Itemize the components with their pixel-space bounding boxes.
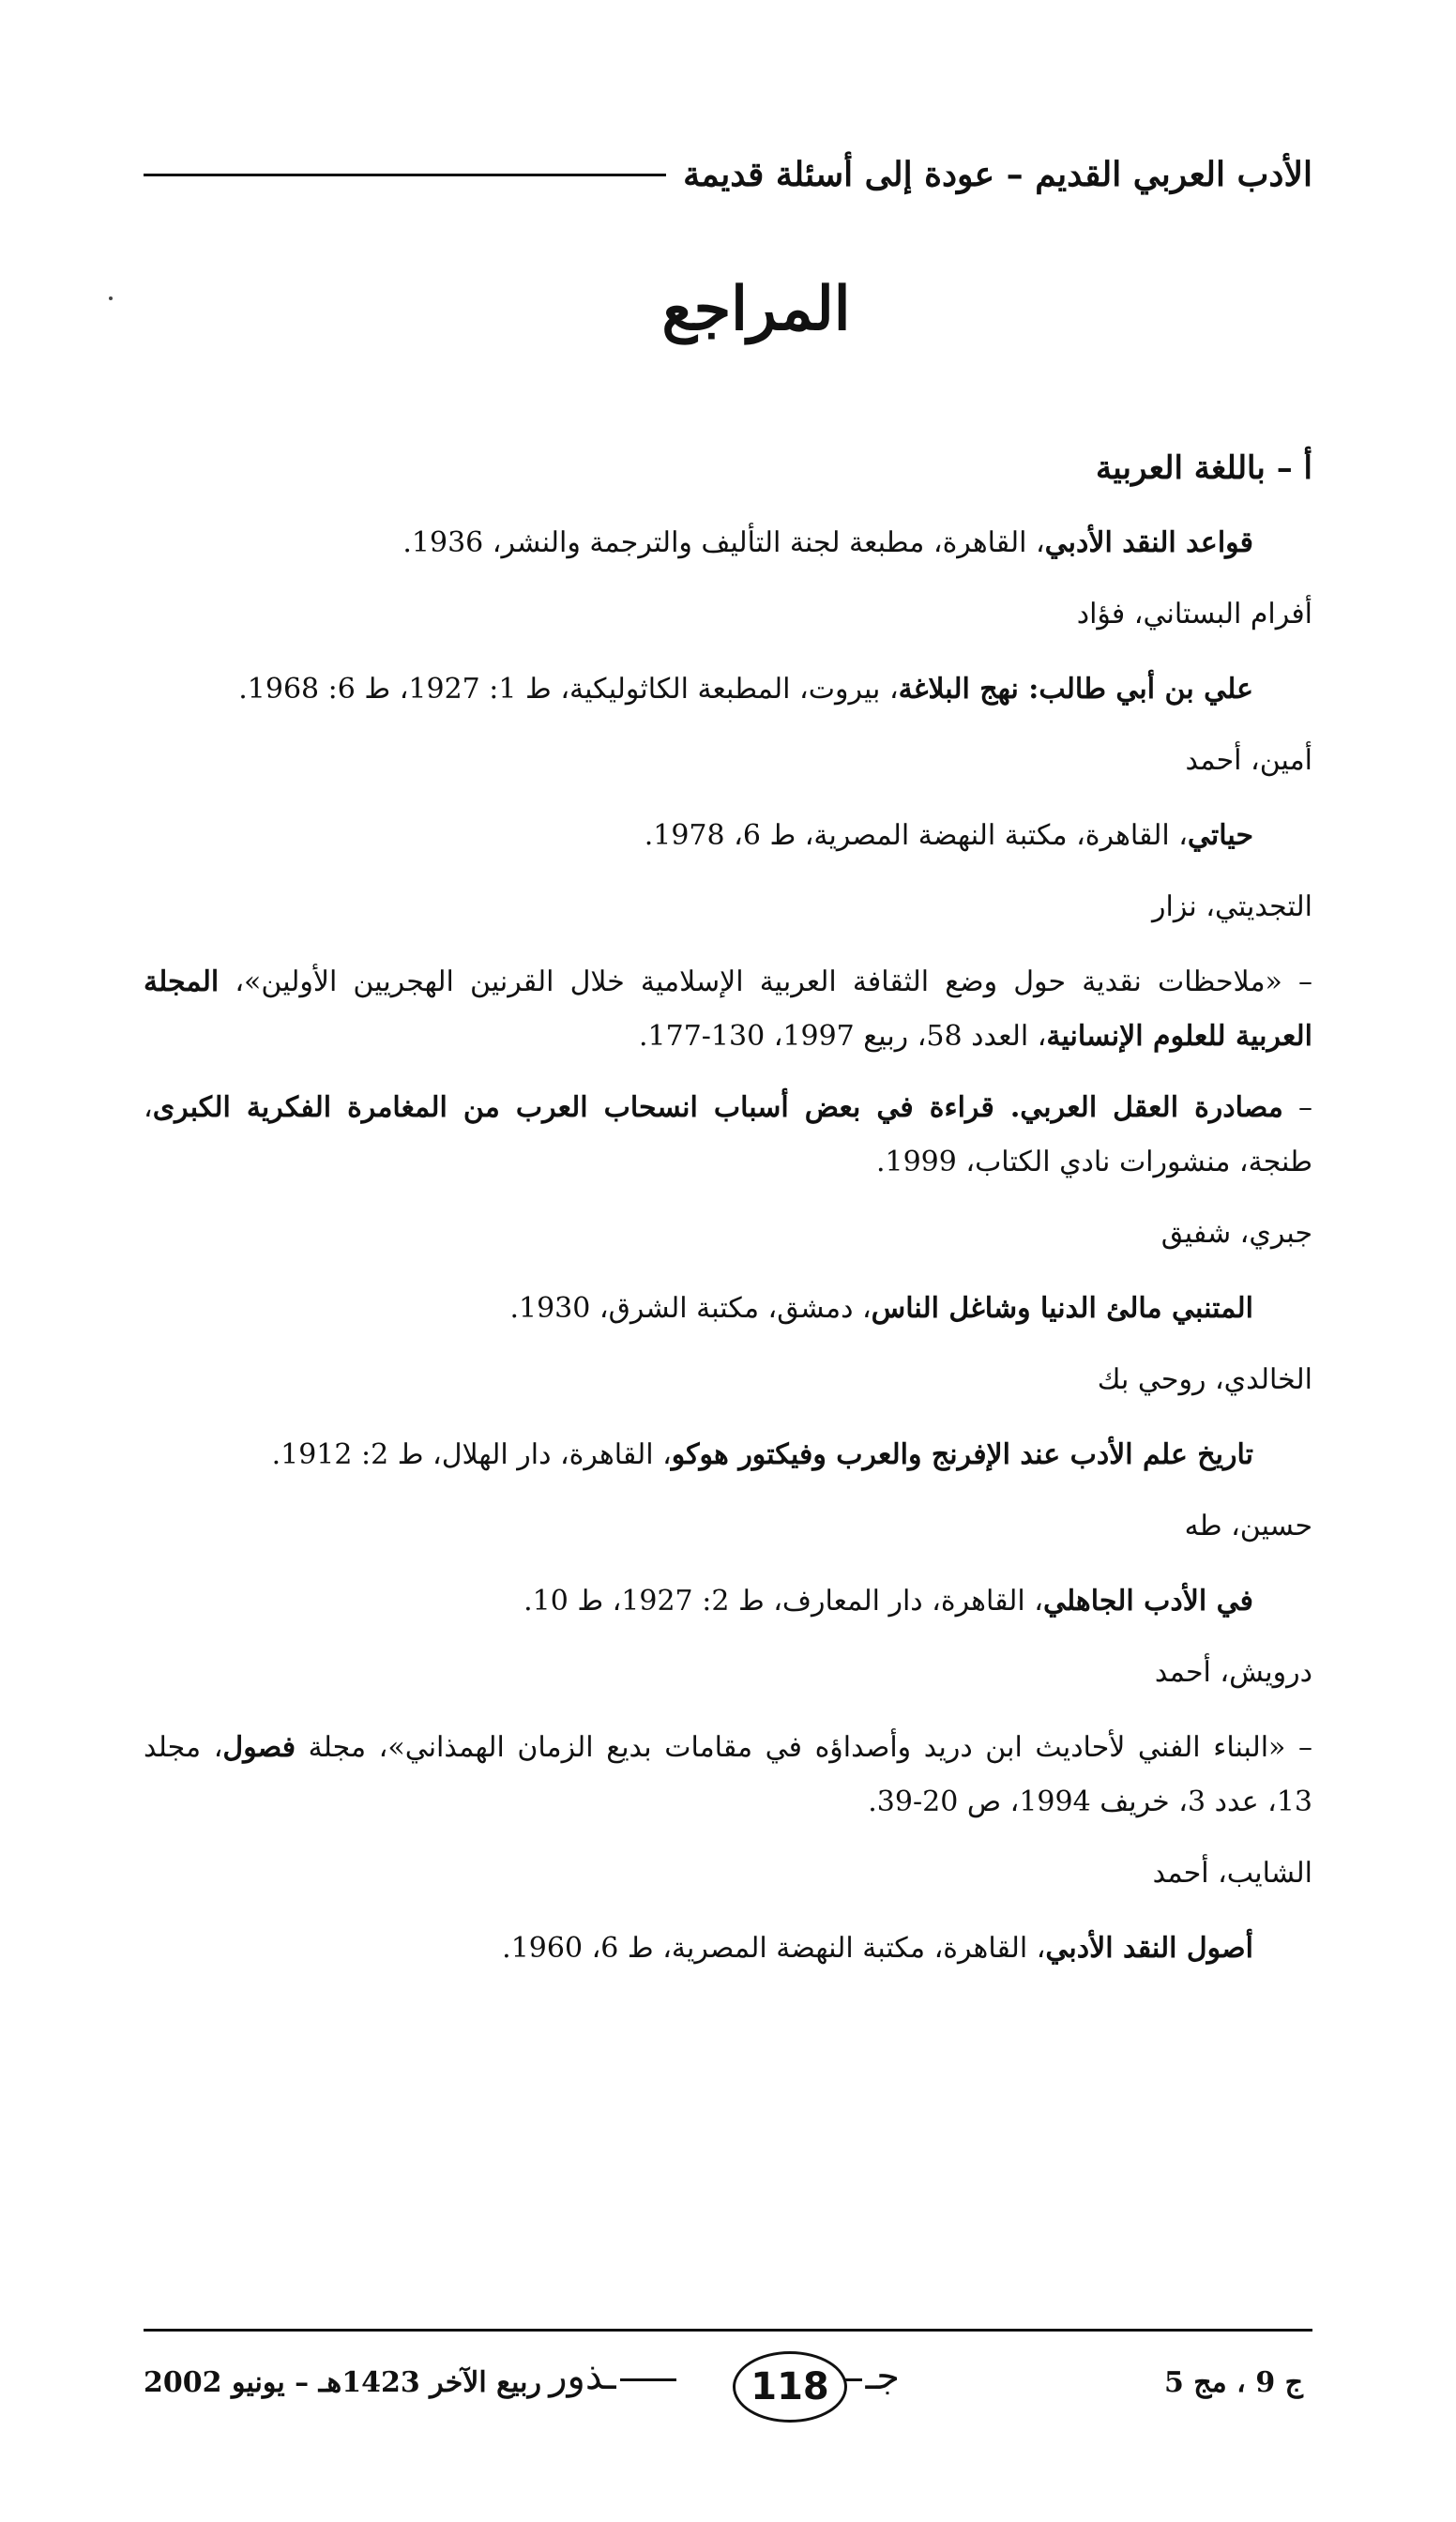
- reference-title: فصول: [222, 1731, 296, 1764]
- journal-name-end: ـذور: [549, 2355, 616, 2398]
- reference-title: علي بن أبي طالب: نهج البلاغة: [898, 673, 1253, 706]
- author-name: التجديتي، نزار: [1152, 890, 1312, 923]
- journal-stroke: [620, 2378, 676, 2381]
- journal-name: [549, 2355, 900, 2398]
- reference-details: ، دمشق، مكتبة الشرق، 1930.: [509, 1292, 872, 1325]
- reference-entry: [144, 809, 1312, 863]
- footer-rule: [144, 2329, 1312, 2332]
- reference-details: ، القاهرة، مكتبة النهضة المصرية، ط 6، 1960.: [502, 1932, 1046, 1965]
- reference-details: ، القاهرة، دار المعارف، ط 2: 1927، ط 10.: [523, 1585, 1043, 1618]
- issue-date: ربيع الآخر 1423هـ – يونيو 2002: [144, 2366, 541, 2399]
- page-footer: [144, 2336, 1312, 2449]
- running-head-rule: [144, 174, 666, 176]
- reference-entry: [144, 1574, 1312, 1629]
- reference-title: حياتي: [1187, 819, 1253, 852]
- reference-details: ، طنجة، منشورات نادي الكتاب، 1999.: [144, 1091, 1312, 1178]
- reference-details: ، مجلد 13، عدد 3، خريف 1994، ص 20-39.: [144, 1731, 1312, 1818]
- issue-number: ج 9 ، مج 5: [1163, 2366, 1303, 2399]
- reference-entry: [144, 955, 1312, 1064]
- running-head-text: الأدب العربي القديم – عودة إلى أسئلة قديمة: [683, 155, 1312, 194]
- reference-title: تاريخ علم الأدب عند الإفرنج والعرب وفيكتور هوكو: [671, 1438, 1253, 1471]
- journal-name-start: جـ: [865, 2355, 900, 2398]
- reference-title: المجلة العربية للعلوم الإنسانية: [144, 965, 1312, 1053]
- reference-title: قواعد النقد الأدبي: [1044, 526, 1253, 559]
- reference-entry: [144, 1922, 1312, 1976]
- reference-details: ، القاهرة، مطبعة لجنة التأليف والترجمة والنشر، 1936.: [402, 526, 1045, 559]
- reference-entry: [144, 1721, 1312, 1830]
- reference-details: ، بيروت، المطبعة الكاثوليكية، ط 1: 1927، ط 6: 1968.: [238, 673, 899, 706]
- reference-details: ، القاهرة، مكتبة النهضة المصرية، ط 6، 1978.: [644, 819, 1188, 852]
- stray-mark: [109, 296, 113, 300]
- author-name: جبري، شفيق: [1160, 1217, 1312, 1250]
- reference-title: مصادرة العقل العربي. قراءة في بعض أسباب انسحاب العرب من المغامرة الفكرية الكبرى: [152, 1091, 1283, 1124]
- reference-prefix: – «ملاحظات نقدية حول وضع الثقافة العربية الإسلامية خلال القرنين الهجريين الأولين»،: [219, 965, 1312, 998]
- author-name: أفرام البستاني، فؤاد: [1076, 598, 1312, 630]
- reference-entry: [144, 662, 1312, 717]
- author-name: أمين، أحمد: [1185, 744, 1312, 777]
- references-list: [144, 441, 1312, 1993]
- page-number: 118: [733, 2351, 847, 2423]
- author-name: حسين، طه: [1184, 1510, 1312, 1542]
- reference-entry: [144, 1081, 1312, 1190]
- reference-entry: [144, 1282, 1312, 1336]
- page-title: المراجع: [661, 274, 851, 344]
- author-name: الشايب، أحمد: [1152, 1857, 1312, 1890]
- author-name: الخالدي، روحي بك: [1097, 1363, 1312, 1396]
- reference-prefix: – «البناء الفني لأحاديث ابن دريد وأصداؤه في مقامات بديع الزمان الهمذاني»، مجلة: [296, 1731, 1312, 1764]
- running-head: [144, 137, 1312, 212]
- reference-entry: [144, 516, 1312, 570]
- reference-title: المتنبي مالئ الدنيا وشاغل الناس: [871, 1292, 1253, 1325]
- section-heading: أ – باللغة العربية: [1096, 449, 1312, 487]
- reference-prefix: –: [1282, 1091, 1312, 1124]
- reference-title: أصول النقد الأدبي: [1045, 1932, 1253, 1965]
- reference-details: ، القاهرة، دار الهلال، ط 2: 1912.: [271, 1438, 672, 1471]
- reference-details: ، العدد 58، ربيع 1997، 130-177.: [638, 1020, 1047, 1053]
- reference-entry: [144, 1428, 1312, 1482]
- reference-title: في الأدب الجاهلي: [1042, 1585, 1253, 1618]
- author-name: درويش، أحمد: [1154, 1656, 1312, 1689]
